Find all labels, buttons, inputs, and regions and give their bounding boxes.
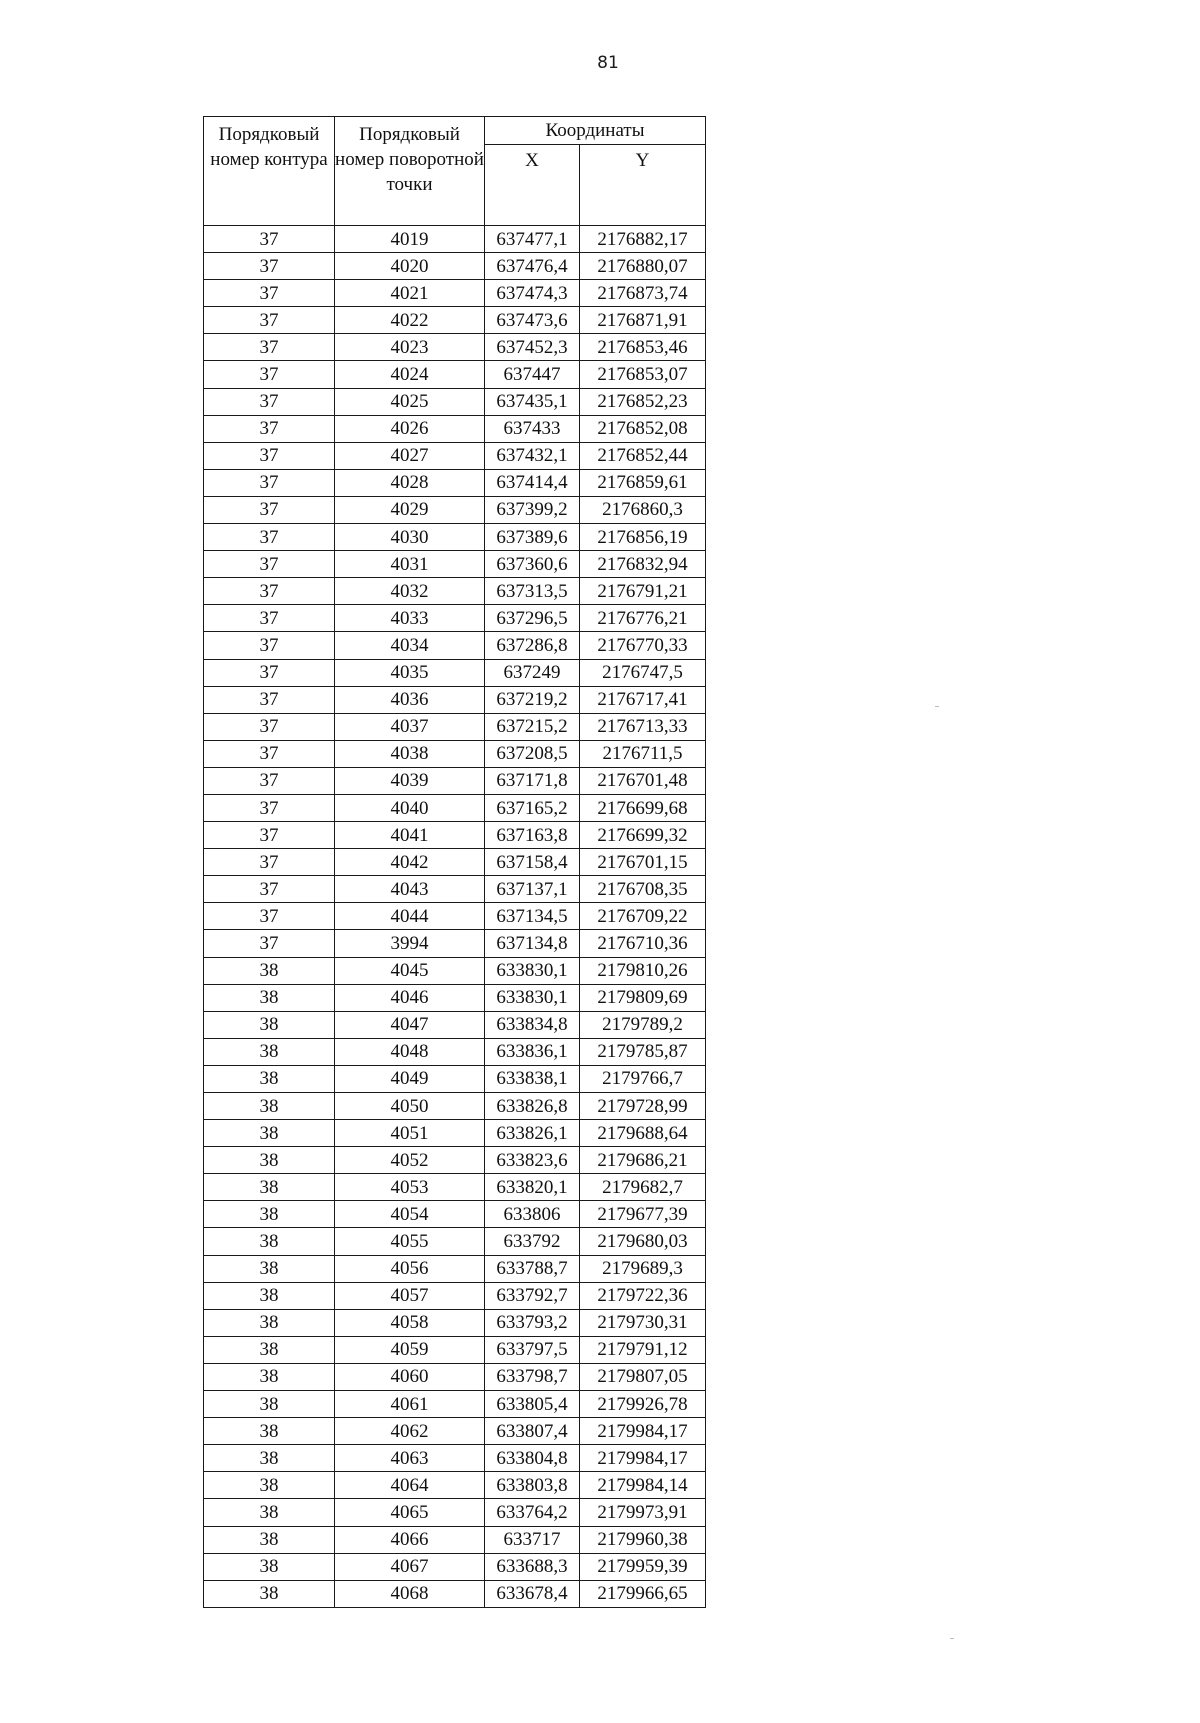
cell-y: 2179960,38: [580, 1526, 706, 1553]
cell-contour-number: 38: [204, 984, 335, 1011]
cell-point-number: 4025: [335, 388, 485, 415]
cell-contour-number: 37: [204, 496, 335, 523]
cell-y: 2179766,7: [580, 1065, 706, 1092]
header-y: Y: [580, 145, 706, 226]
table-row: [204, 334, 706, 361]
cell-contour-number: 37: [204, 334, 335, 361]
cell-contour-number: 37: [204, 767, 335, 794]
cell-point-number: 4051: [335, 1120, 485, 1147]
cell-contour-number: 38: [204, 1580, 335, 1607]
cell-point-number: 4030: [335, 524, 485, 551]
cell-contour-number: 38: [204, 1201, 335, 1228]
cell-x: 637163,8: [485, 822, 580, 849]
header-coordinates: Координаты: [485, 117, 706, 145]
cell-x: 637414,4: [485, 469, 580, 496]
table-row: [204, 551, 706, 578]
cell-y: 2179984,17: [580, 1445, 706, 1472]
cell-x: 633788,7: [485, 1255, 580, 1282]
cell-contour-number: 38: [204, 1336, 335, 1363]
cell-point-number: 4020: [335, 253, 485, 280]
cell-y: 2176713,33: [580, 713, 706, 740]
table-row: [204, 280, 706, 307]
cell-y: 2176791,21: [580, 578, 706, 605]
cell-contour-number: 37: [204, 605, 335, 632]
cell-point-number: 4045: [335, 957, 485, 984]
table-row: [204, 686, 706, 713]
cell-y: 2176860,3: [580, 496, 706, 523]
cell-contour-number: 37: [204, 361, 335, 388]
cell-contour-number: 38: [204, 1093, 335, 1120]
cell-x: 633806: [485, 1201, 580, 1228]
table-row: [204, 713, 706, 740]
cell-x: 637158,4: [485, 849, 580, 876]
cell-point-number: 4037: [335, 713, 485, 740]
cell-y: 2176832,94: [580, 551, 706, 578]
cell-point-number: 4060: [335, 1363, 485, 1390]
cell-x: 633805,4: [485, 1391, 580, 1418]
cell-y: 2179730,31: [580, 1309, 706, 1336]
table-row: [204, 361, 706, 388]
table-row: [204, 496, 706, 523]
cell-point-number: 4049: [335, 1065, 485, 1092]
cell-contour-number: 38: [204, 1038, 335, 1065]
table-row: [204, 1499, 706, 1526]
cell-point-number: 4054: [335, 1201, 485, 1228]
cell-x: 637134,5: [485, 903, 580, 930]
table-row: [204, 876, 706, 903]
cell-contour-number: 38: [204, 1065, 335, 1092]
cell-x: 633838,1: [485, 1065, 580, 1092]
cell-contour-number: 38: [204, 1391, 335, 1418]
cell-contour-number: 38: [204, 1228, 335, 1255]
table-row: [204, 1580, 706, 1607]
table-row: [204, 1391, 706, 1418]
cell-y: 2176701,48: [580, 767, 706, 794]
table-row: [204, 469, 706, 496]
table-row: [204, 903, 706, 930]
cell-y: 2179688,64: [580, 1120, 706, 1147]
cell-y: 2176709,22: [580, 903, 706, 930]
cell-contour-number: 38: [204, 1526, 335, 1553]
cell-point-number: 4066: [335, 1526, 485, 1553]
cell-contour-number: 38: [204, 1282, 335, 1309]
cell-contour-number: 37: [204, 307, 335, 334]
header-contour-number: Порядковый номер контура: [204, 117, 335, 226]
cell-point-number: 4042: [335, 849, 485, 876]
cell-point-number: 4038: [335, 740, 485, 767]
page-number: 81: [597, 53, 619, 73]
cell-x: 637433: [485, 415, 580, 442]
cell-y: 2179682,7: [580, 1174, 706, 1201]
table-row: [204, 1011, 706, 1038]
cell-contour-number: 37: [204, 794, 335, 821]
table-row: [204, 1526, 706, 1553]
cell-contour-number: 38: [204, 1553, 335, 1580]
table-row: [204, 1309, 706, 1336]
cell-y: 2176853,46: [580, 334, 706, 361]
cell-x: 637171,8: [485, 767, 580, 794]
cell-contour-number: 37: [204, 415, 335, 442]
cell-x: 633678,4: [485, 1580, 580, 1607]
cell-contour-number: 38: [204, 1147, 335, 1174]
table-row: [204, 1065, 706, 1092]
cell-x: 633836,1: [485, 1038, 580, 1065]
cell-x: 637432,1: [485, 442, 580, 469]
cell-point-number: 4043: [335, 876, 485, 903]
cell-point-number: 4052: [335, 1147, 485, 1174]
cell-x: 633798,7: [485, 1363, 580, 1390]
table-row: [204, 659, 706, 686]
table-row: [204, 307, 706, 334]
cell-point-number: 4063: [335, 1445, 485, 1472]
table-row: [204, 957, 706, 984]
cell-x: 633823,6: [485, 1147, 580, 1174]
cell-point-number: 4065: [335, 1499, 485, 1526]
table-row: [204, 1336, 706, 1363]
cell-point-number: 4022: [335, 307, 485, 334]
table-row: [204, 767, 706, 794]
table-row: [204, 253, 706, 280]
cell-point-number: 4033: [335, 605, 485, 632]
cell-y: 2176880,07: [580, 253, 706, 280]
table-row: [204, 415, 706, 442]
cell-contour-number: 38: [204, 1120, 335, 1147]
cell-x: 637473,6: [485, 307, 580, 334]
cell-contour-number: 38: [204, 1309, 335, 1336]
cell-point-number: 4048: [335, 1038, 485, 1065]
cell-point-number: 4057: [335, 1282, 485, 1309]
cell-point-number: 4031: [335, 551, 485, 578]
cell-x: 633834,8: [485, 1011, 580, 1038]
cell-contour-number: 37: [204, 713, 335, 740]
cell-contour-number: 38: [204, 1363, 335, 1390]
cell-point-number: 4046: [335, 984, 485, 1011]
cell-contour-number: 37: [204, 578, 335, 605]
cell-contour-number: 37: [204, 903, 335, 930]
table-row: [204, 442, 706, 469]
table-header: [204, 117, 706, 226]
cell-x: 637389,6: [485, 524, 580, 551]
cell-y: 2176776,21: [580, 605, 706, 632]
cell-x: 633717: [485, 1526, 580, 1553]
cell-y: 2176853,07: [580, 361, 706, 388]
cell-x: 637360,6: [485, 551, 580, 578]
cell-x: 637249: [485, 659, 580, 686]
cell-point-number: 4067: [335, 1553, 485, 1580]
cell-point-number: 4041: [335, 822, 485, 849]
cell-x: 633820,1: [485, 1174, 580, 1201]
cell-x: 637452,3: [485, 334, 580, 361]
cell-x: 637208,5: [485, 740, 580, 767]
cell-contour-number: 38: [204, 1445, 335, 1472]
cell-contour-number: 38: [204, 1011, 335, 1038]
cell-y: 2179686,21: [580, 1147, 706, 1174]
cell-y: 2179728,99: [580, 1093, 706, 1120]
table-row: [204, 794, 706, 821]
table-row: [204, 605, 706, 632]
cell-y: 2176708,35: [580, 876, 706, 903]
cell-point-number: 4047: [335, 1011, 485, 1038]
header-point-number: Порядковый номер поворотной точки: [335, 117, 485, 226]
cell-contour-number: 37: [204, 632, 335, 659]
cell-point-number: 4035: [335, 659, 485, 686]
table-row: [204, 1282, 706, 1309]
table-row: [204, 388, 706, 415]
cell-x: 637477,1: [485, 226, 580, 253]
table-row: [204, 849, 706, 876]
cell-y: 2179973,91: [580, 1499, 706, 1526]
cell-y: 2176711,5: [580, 740, 706, 767]
cell-point-number: 4032: [335, 578, 485, 605]
cell-x: 633830,1: [485, 957, 580, 984]
cell-point-number: 4026: [335, 415, 485, 442]
cell-x: 637286,8: [485, 632, 580, 659]
cell-point-number: 4059: [335, 1336, 485, 1363]
cell-y: 2176852,44: [580, 442, 706, 469]
cell-x: 633688,3: [485, 1553, 580, 1580]
cell-y: 2176852,23: [580, 388, 706, 415]
cell-point-number: 4040: [335, 794, 485, 821]
cell-contour-number: 38: [204, 957, 335, 984]
cell-point-number: 4062: [335, 1418, 485, 1445]
cell-point-number: 4058: [335, 1309, 485, 1336]
cell-point-number: 4056: [335, 1255, 485, 1282]
cell-x: 637476,4: [485, 253, 580, 280]
cell-contour-number: 38: [204, 1255, 335, 1282]
table-row: [204, 1147, 706, 1174]
cell-point-number: 4019: [335, 226, 485, 253]
cell-y: 2179791,12: [580, 1336, 706, 1363]
table-row: [204, 1120, 706, 1147]
cell-x: 633826,1: [485, 1120, 580, 1147]
cell-x: 633826,8: [485, 1093, 580, 1120]
cell-contour-number: 37: [204, 551, 335, 578]
table-row: [204, 578, 706, 605]
table-row: [204, 1255, 706, 1282]
cell-point-number: 4039: [335, 767, 485, 794]
table-row: [204, 930, 706, 957]
cell-contour-number: 37: [204, 740, 335, 767]
cell-contour-number: 37: [204, 469, 335, 496]
cell-y: 2179984,14: [580, 1472, 706, 1499]
cell-contour-number: 37: [204, 524, 335, 551]
cell-y: 2176882,17: [580, 226, 706, 253]
cell-x: 637137,1: [485, 876, 580, 903]
cell-point-number: 4055: [335, 1228, 485, 1255]
cell-x: 633764,2: [485, 1499, 580, 1526]
cell-contour-number: 37: [204, 822, 335, 849]
cell-x: 633792: [485, 1228, 580, 1255]
table-row: [204, 226, 706, 253]
table-row: [204, 1363, 706, 1390]
cell-contour-number: 38: [204, 1472, 335, 1499]
cell-x: 633797,5: [485, 1336, 580, 1363]
cell-point-number: 4053: [335, 1174, 485, 1201]
cell-y: 2179680,03: [580, 1228, 706, 1255]
cell-y: 2179959,39: [580, 1553, 706, 1580]
cell-contour-number: 38: [204, 1499, 335, 1526]
cell-y: 2176717,41: [580, 686, 706, 713]
scan-speck: [950, 1638, 954, 1639]
cell-contour-number: 37: [204, 849, 335, 876]
cell-contour-number: 37: [204, 659, 335, 686]
cell-x: 637474,3: [485, 280, 580, 307]
cell-point-number: 4050: [335, 1093, 485, 1120]
cell-contour-number: 37: [204, 280, 335, 307]
cell-contour-number: 37: [204, 253, 335, 280]
cell-x: 637296,5: [485, 605, 580, 632]
cell-x: 637447: [485, 361, 580, 388]
cell-y: 2179984,17: [580, 1418, 706, 1445]
cell-point-number: 4024: [335, 361, 485, 388]
cell-x: 637219,2: [485, 686, 580, 713]
cell-y: 2179807,05: [580, 1363, 706, 1390]
cell-x: 633792,7: [485, 1282, 580, 1309]
cell-point-number: 4064: [335, 1472, 485, 1499]
cell-y: 2176701,15: [580, 849, 706, 876]
table-body: [204, 226, 706, 1608]
header-x: X: [485, 145, 580, 226]
cell-y: 2179926,78: [580, 1391, 706, 1418]
cell-y: 2179809,69: [580, 984, 706, 1011]
table-row: [204, 632, 706, 659]
table-row: [204, 1201, 706, 1228]
table-row: [204, 984, 706, 1011]
cell-contour-number: 37: [204, 930, 335, 957]
cell-point-number: 4036: [335, 686, 485, 713]
coordinates-table: [203, 116, 706, 1608]
cell-point-number: 4061: [335, 1391, 485, 1418]
cell-y: 2179966,65: [580, 1580, 706, 1607]
cell-y: 2176699,32: [580, 822, 706, 849]
cell-point-number: 3994: [335, 930, 485, 957]
cell-x: 637313,5: [485, 578, 580, 605]
cell-y: 2179722,36: [580, 1282, 706, 1309]
cell-y: 2179677,39: [580, 1201, 706, 1228]
cell-x: 637165,2: [485, 794, 580, 821]
cell-y: 2179785,87: [580, 1038, 706, 1065]
cell-y: 2176852,08: [580, 415, 706, 442]
cell-point-number: 4023: [335, 334, 485, 361]
cell-y: 2176710,36: [580, 930, 706, 957]
table-row: [204, 1445, 706, 1472]
cell-contour-number: 37: [204, 226, 335, 253]
scan-speck: [935, 706, 939, 707]
cell-y: 2176770,33: [580, 632, 706, 659]
table-row: [204, 524, 706, 551]
cell-y: 2179810,26: [580, 957, 706, 984]
cell-y: 2176747,5: [580, 659, 706, 686]
cell-y: 2176859,61: [580, 469, 706, 496]
cell-y: 2176699,68: [580, 794, 706, 821]
table-row: [204, 1553, 706, 1580]
cell-point-number: 4068: [335, 1580, 485, 1607]
cell-x: 633830,1: [485, 984, 580, 1011]
cell-x: 633793,2: [485, 1309, 580, 1336]
cell-contour-number: 38: [204, 1418, 335, 1445]
cell-contour-number: 38: [204, 1174, 335, 1201]
cell-x: 637134,8: [485, 930, 580, 957]
table-row: [204, 1038, 706, 1065]
cell-x: 633807,4: [485, 1418, 580, 1445]
cell-point-number: 4028: [335, 469, 485, 496]
cell-x: 637215,2: [485, 713, 580, 740]
cell-contour-number: 37: [204, 442, 335, 469]
table-row: [204, 1174, 706, 1201]
cell-x: 633804,8: [485, 1445, 580, 1472]
cell-x: 637435,1: [485, 388, 580, 415]
cell-point-number: 4034: [335, 632, 485, 659]
table-row: [204, 1228, 706, 1255]
cell-y: 2176871,91: [580, 307, 706, 334]
table-row: [204, 1418, 706, 1445]
table-row: [204, 1093, 706, 1120]
table-row: [204, 822, 706, 849]
cell-contour-number: 37: [204, 876, 335, 903]
cell-point-number: 4029: [335, 496, 485, 523]
cell-y: 2176856,19: [580, 524, 706, 551]
cell-point-number: 4021: [335, 280, 485, 307]
table-row: [204, 740, 706, 767]
cell-contour-number: 37: [204, 686, 335, 713]
cell-y: 2179789,2: [580, 1011, 706, 1038]
cell-contour-number: 37: [204, 388, 335, 415]
table-row: [204, 1472, 706, 1499]
cell-x: 637399,2: [485, 496, 580, 523]
cell-y: 2179689,3: [580, 1255, 706, 1282]
cell-point-number: 4027: [335, 442, 485, 469]
cell-x: 633803,8: [485, 1472, 580, 1499]
cell-y: 2176873,74: [580, 280, 706, 307]
cell-point-number: 4044: [335, 903, 485, 930]
